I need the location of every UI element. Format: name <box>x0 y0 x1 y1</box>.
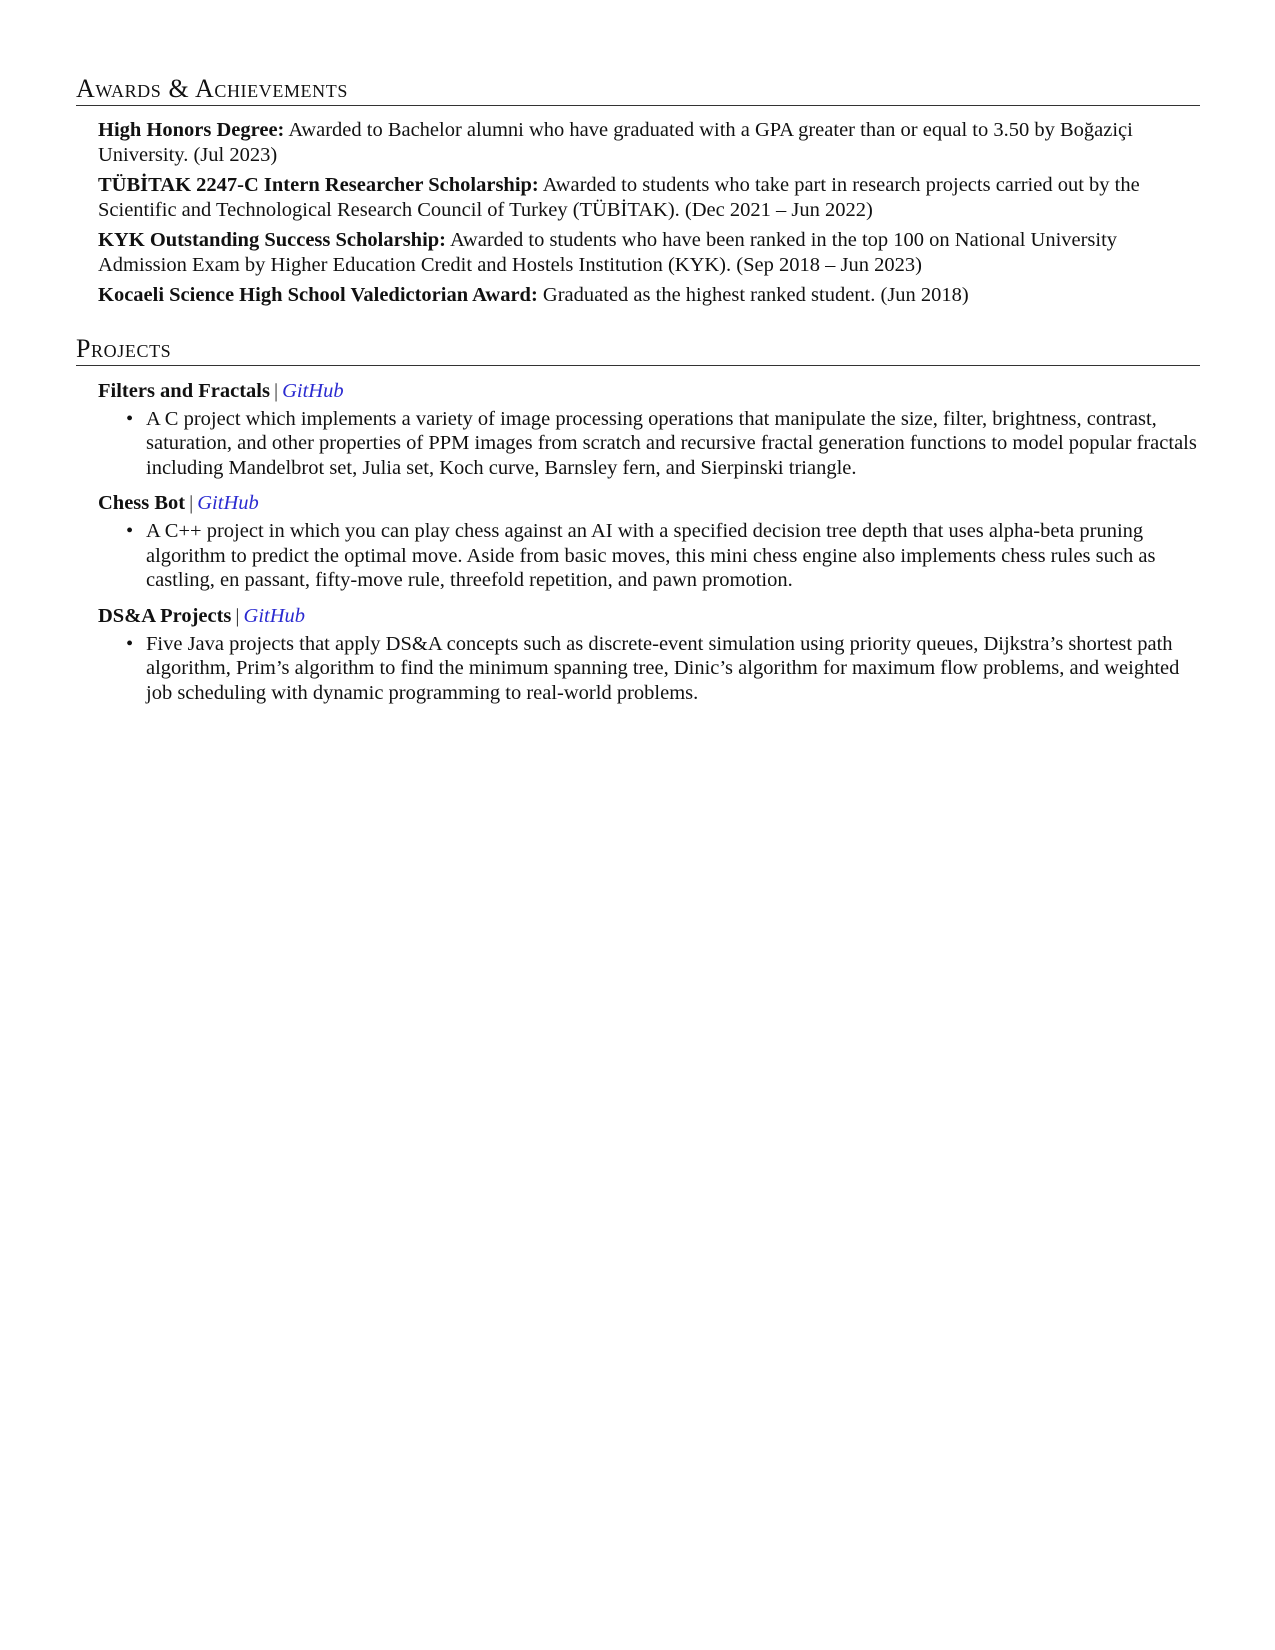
awards-section-title: Awards & Achievements <box>76 74 1200 106</box>
projects-section-title: Projects <box>76 334 1200 366</box>
project-name: Chess Bot <box>98 492 186 514</box>
resume-page <box>76 74 1200 731</box>
award-description: Awarded to Bachelor alumni who have graduated with a GPA greater than or equal to 3.50 by Boğaziçi University. (Jul 2023) <box>98 119 1133 166</box>
award-description: Awarded to students who have been ranked in the top 100 on National University Admission Exam by Higher Education Credit and Hostels Institution (KYK). (Sep 2018 – Jun 2023) <box>98 229 1118 276</box>
separator: | <box>235 604 240 627</box>
project-bullet-list <box>98 407 1200 481</box>
award-item <box>98 173 1200 222</box>
project-bullet <box>126 407 1200 481</box>
project-description: A C project which implements a variety of image processing operations that manipulate the size, filter, brightness, contrast, saturation, and other properties of PPM images from scratch and recursive fractal generation functions to model popular fractals including Mandelbrot set, Julia set, Koch curve, Barnsley fern, and Sierpinski triangle. <box>146 407 1197 479</box>
project-item-dsa-projects <box>98 603 1200 706</box>
project-bullet <box>126 632 1200 706</box>
award-name: KYK Outstanding Success Scholarship: <box>98 229 446 251</box>
separator: | <box>273 379 279 402</box>
award-name: TÜBİTAK 2247-C Intern Researcher Scholarship: <box>98 174 539 196</box>
award-description: Awarded to students who take part in research projects carried out by the Scientific and Technological Research Council of Turkey (TÜBİTAK). (Dec 2021 – Jun 2022) <box>98 174 1140 221</box>
project-header <box>98 378 1200 404</box>
project-bullet <box>126 519 1200 593</box>
project-header <box>98 490 1200 516</box>
project-bullet-list <box>98 632 1200 706</box>
project-bullet-list <box>98 519 1200 593</box>
award-name: High Honors Degree: <box>98 119 285 141</box>
separator: | <box>189 492 194 514</box>
bullet-dot: • <box>126 632 134 655</box>
projects-section <box>76 334 1200 706</box>
award-item <box>98 228 1200 277</box>
github-link[interactable]: GitHub <box>243 604 306 627</box>
bullet-dot: • <box>126 520 134 542</box>
award-item <box>98 283 1200 308</box>
award-description: Graduated as the highest ranked student. (Jun 2018) <box>537 284 969 306</box>
award-name: Kocaeli Science High School Valedictorian Award: <box>98 284 538 306</box>
github-link[interactable]: GitHub <box>282 379 344 402</box>
project-description: A C++ project in which you can play chess against an AI with a specified decision tree depth that uses alpha-beta pruning algorithm to predict the optimal move. Aside from basic moves, this mini chess engine also implements chess rules such as castling, en passant, fifty-move rule, threefold repetition, and pawn promotion. <box>146 520 1156 591</box>
bullet-dot: • <box>126 407 134 430</box>
project-header <box>98 603 1200 629</box>
project-description: Five Java projects that apply DS&A concepts such as discrete-event simulation using priority queues, Dijkstra’s shortest path algorithm, Prim’s algorithm to find the minimum spanning tree, Dinic’s algorithm for maximum flow problems, and weighted job scheduling with dynamic programming to real-world problems. <box>146 632 1180 704</box>
project-item-filters-and-fractals <box>98 378 1200 481</box>
project-name: Filters and Fractals <box>98 379 270 402</box>
award-item <box>98 118 1200 167</box>
project-item-chess-bot <box>98 490 1200 593</box>
awards-section <box>76 74 1200 308</box>
project-name: DS&A Projects <box>98 604 232 627</box>
github-link[interactable]: GitHub <box>197 492 259 514</box>
